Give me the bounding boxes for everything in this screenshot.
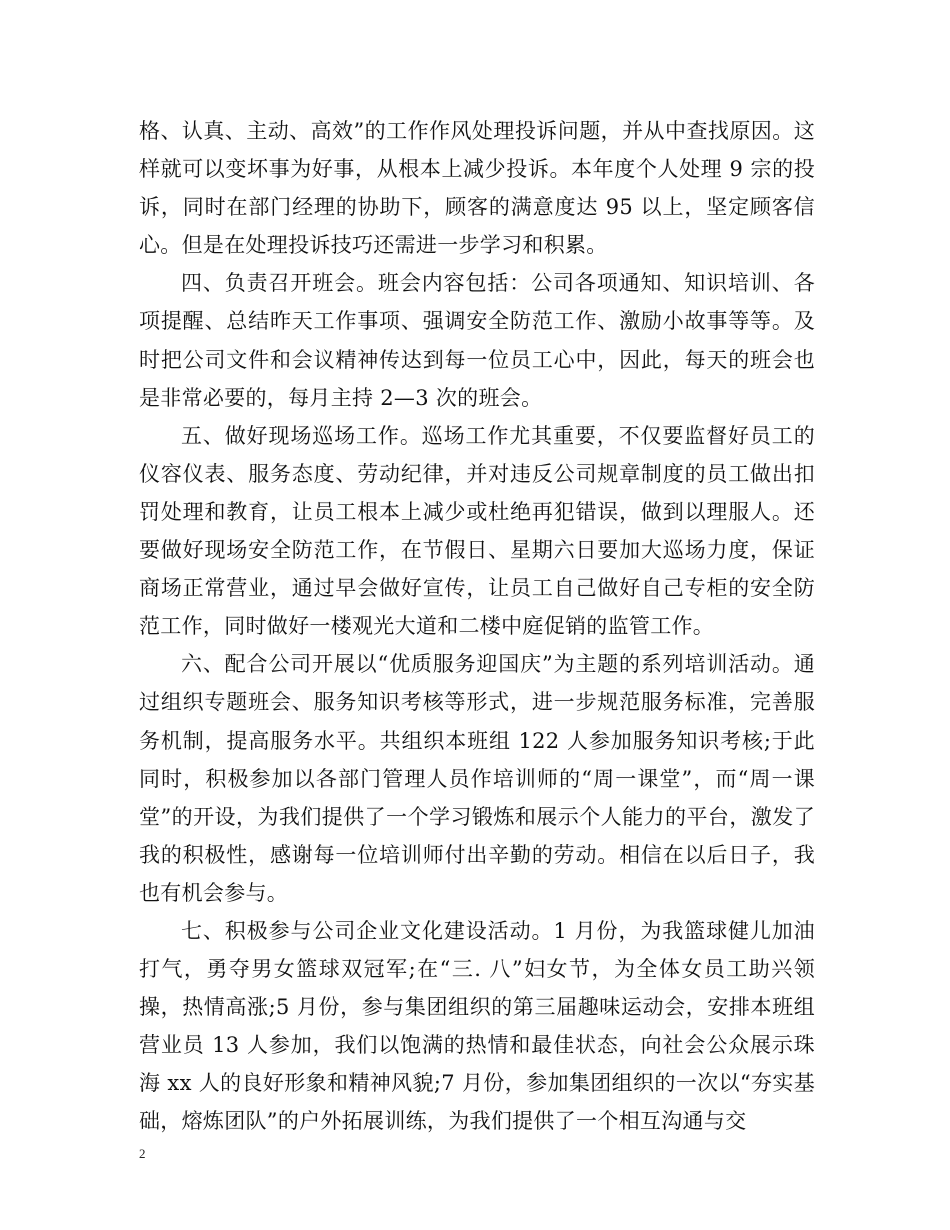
paragraph-section-four: 四、负责召开班会。班会内容包括：公司各项通知、知识培训、各项提醒、总结昨天工作事项、强调安全防范工作、激励小故事等等。及时把公司文件和会议精神传达到每一位员工心中，因此，每天的班会也是非常必要的，每月主持 2—3 次的班会。 xyxy=(139,271,815,410)
paragraph-section-seven: 七、积极参与公司企业文化建设活动。1 月份，为我篮球健儿加油打气，勇夺男女篮球双冠军;在“三. 八”妇女节，为全体女员工助兴领操，热情高涨;5 月份，参与集团组织的第三届趣味运动会，安排本班组营业员 13 人参加，我们以饱满的热情和最佳状态，向社会公众展示珠海 xx 人的良好形象和精神风貌;7 月份，参加集团组织的一次以“夯实基础，熔炼团队”的户外拓展训练，为我们提供了一个相互沟通与交 xyxy=(139,918,815,1134)
paragraph-continuation: 格、认真、主动、高效”的工作作风处理投诉问题，并从中查找原因。这样就可以变坏事为好事，从根本上减少投诉。本年度个人处理 9 宗的投诉，同时在部门经理的协助下，顾客的满意度达 95 以上，坚定顾客信心。但是在处理投诉技巧还需进一步学习和积累。 xyxy=(139,119,815,258)
page-number: 2 xyxy=(139,1146,146,1161)
body-text xyxy=(139,112,815,1141)
paragraph-section-six: 六、配合公司开展以“优质服务迎国庆”为主题的系列培训活动。通过组织专题班会、服务知识考核等形式，进一步规范服务标准，完善服务机制，提高服务水平。共组织本班组 122 人参加服务知识考核;于此同时，积极参加以各部门管理人员作培训师的“周一课堂”，而“周一课堂”的开设，为我们提供了一个学习锻炼和展示个人能力的平台，激发了我的积极性，感谢每一位培训师付出辛勤的劳动。相信在以后日子，我也有机会参与。 xyxy=(139,652,815,905)
paragraph-section-five: 五、做好现场巡场工作。巡场工作尤其重要，不仅要监督好员工的仪容仪表、服务态度、劳动纪律，并对违反公司规章制度的员工做出扣罚处理和教育，让员工根本上减少或杜绝再犯错误，做到以理服人。还要做好现场安全防范工作，在节假日、星期六日要加大巡场力度，保证商场正常营业，通过早会做好宣传，让员工自己做好自己专柜的安全防范工作，同时做好一楼观光大道和二楼中庭促销的监管工作。 xyxy=(139,423,815,639)
